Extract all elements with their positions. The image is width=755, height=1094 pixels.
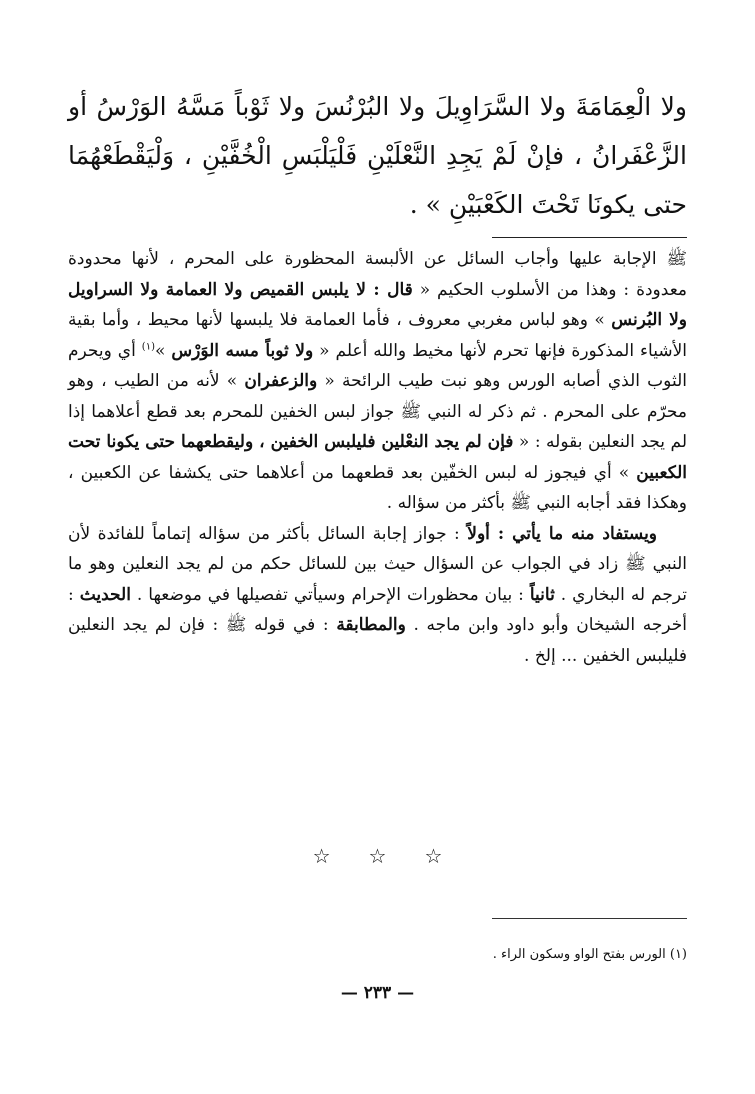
commentary-p1-bold-2: ولا ثوباً مسه الوَرْس: [171, 340, 314, 361]
commentary-p1-bold-1: قال : لا يلبس القميص ولا العمامة ولا السراويل ولا البُرنس: [68, 279, 687, 330]
star-icon: ☆: [424, 844, 443, 868]
commentary-p2-bold-1: ويستفاد منه ما يأتي : أولاً: [467, 523, 658, 544]
commentary-p1-text-1: ﷺ الإجابة عليها وأجاب السائل عن الألبسة المحظورة على المحرم ، لأنها محدودة معدودة : وهذا من الأسلوب الحكيم «: [68, 249, 687, 300]
footnote: (١) الورس بفتح الواو وسكون الراء .: [492, 947, 687, 962]
section-divider-line: [492, 237, 687, 238]
commentary-p2-bold-3: الحديث: [79, 584, 131, 605]
commentary-p1-bold-3: والزعفران: [244, 371, 318, 391]
section-separator-stars: [0, 843, 755, 869]
star-icon: ☆: [368, 844, 387, 868]
commentary-p2-text-2: : بيان محظورات الإحرام وسيأتي تفصيلها في موضعها .: [130, 584, 530, 605]
commentary-p1-text-4: أي ويحرم الثوب الذي أصابه الورس وهو نبت طيب الرائحة «: [68, 340, 687, 391]
commentary-p2-bold-4: والمطابقة: [336, 615, 406, 635]
commentary-paragraph-1: [68, 244, 687, 519]
commentary-paragraph-2: [68, 519, 687, 672]
commentary-p1-text-5: » لأنه من الطيب ، وهو محرّم على المحرم . ثم ذكر له النبي ﷺ جواز لبس الخفين للمحرم بعد قطع أعلاهما إذا لم يجد النعلين بقوله : «: [68, 371, 688, 452]
commentary-p2-text-3: : أخرجه الشيخان وأبو داود وابن ماجه .: [68, 584, 687, 635]
commentary-p2-text-1: : جواز إجابة السائل بأكثر من سؤاله إتماماً للفائدة لأن النبي ﷺ زاد في الجواب عن السؤال حيث بين للسائل حكم من لم يجد النعلين وهو ما ترجم له البخاري .: [68, 523, 688, 605]
commentary-p1-text-6: » أي فيجوز له لبس الخفّين بعد قطعهما من أعلاهما حتى يكشفا عن الكعبين ، وهكذا فقد أجابه النبي ﷺ بأكثر من سؤاله .: [68, 462, 687, 513]
commentary-text: [68, 244, 687, 671]
footnote-divider-line: [492, 918, 687, 919]
commentary-p2-bold-2: ثانياً: [529, 584, 555, 605]
commentary-p2-text-4: : في قوله ﷺ : فإن لم يجد النعلين فليلبس الخفين ... إلخ .: [68, 615, 687, 666]
hadith-text: [68, 82, 687, 229]
footnote-marker: (١): [141, 340, 155, 352]
page-number: — ٢٣٣ —: [340, 983, 415, 1003]
commentary-p1-bold-4: فإن لم يجد النعْلين فليلبس الخفين ، وليقطعهما حتى يكونا تحت الكعبين: [68, 432, 687, 483]
commentary-p1-text-3: »: [154, 340, 172, 361]
star-icon: ☆: [312, 844, 331, 868]
commentary-p1-text-2: » وهو لباس مغربي معروف ، فأما العمامة فلا يلبسها لأنها محيط ، وأما بقية الأشياء المذكورة فإنها تحرم لأنها مخيط والله أعلم «: [68, 310, 687, 361]
hadith-paragraph: ولا الْعِمَامَةَ ولا السَّرَاوِيلَ ولا البُرْنُسَ ولا ثَوْباً مَسَّهُ الوَرْسُ أو الزَّعْفَرانُ ، فإنْ لَمْ يَجِدِ النَّعْلَيْنِ فَلْيَلْبَسِ الْخُفَّيْنِ ، وَلْيَقْطَعْهُمَا حتى يكونَا تَحْتَ الكَعْبَيْنِ » .: [68, 92, 687, 219]
